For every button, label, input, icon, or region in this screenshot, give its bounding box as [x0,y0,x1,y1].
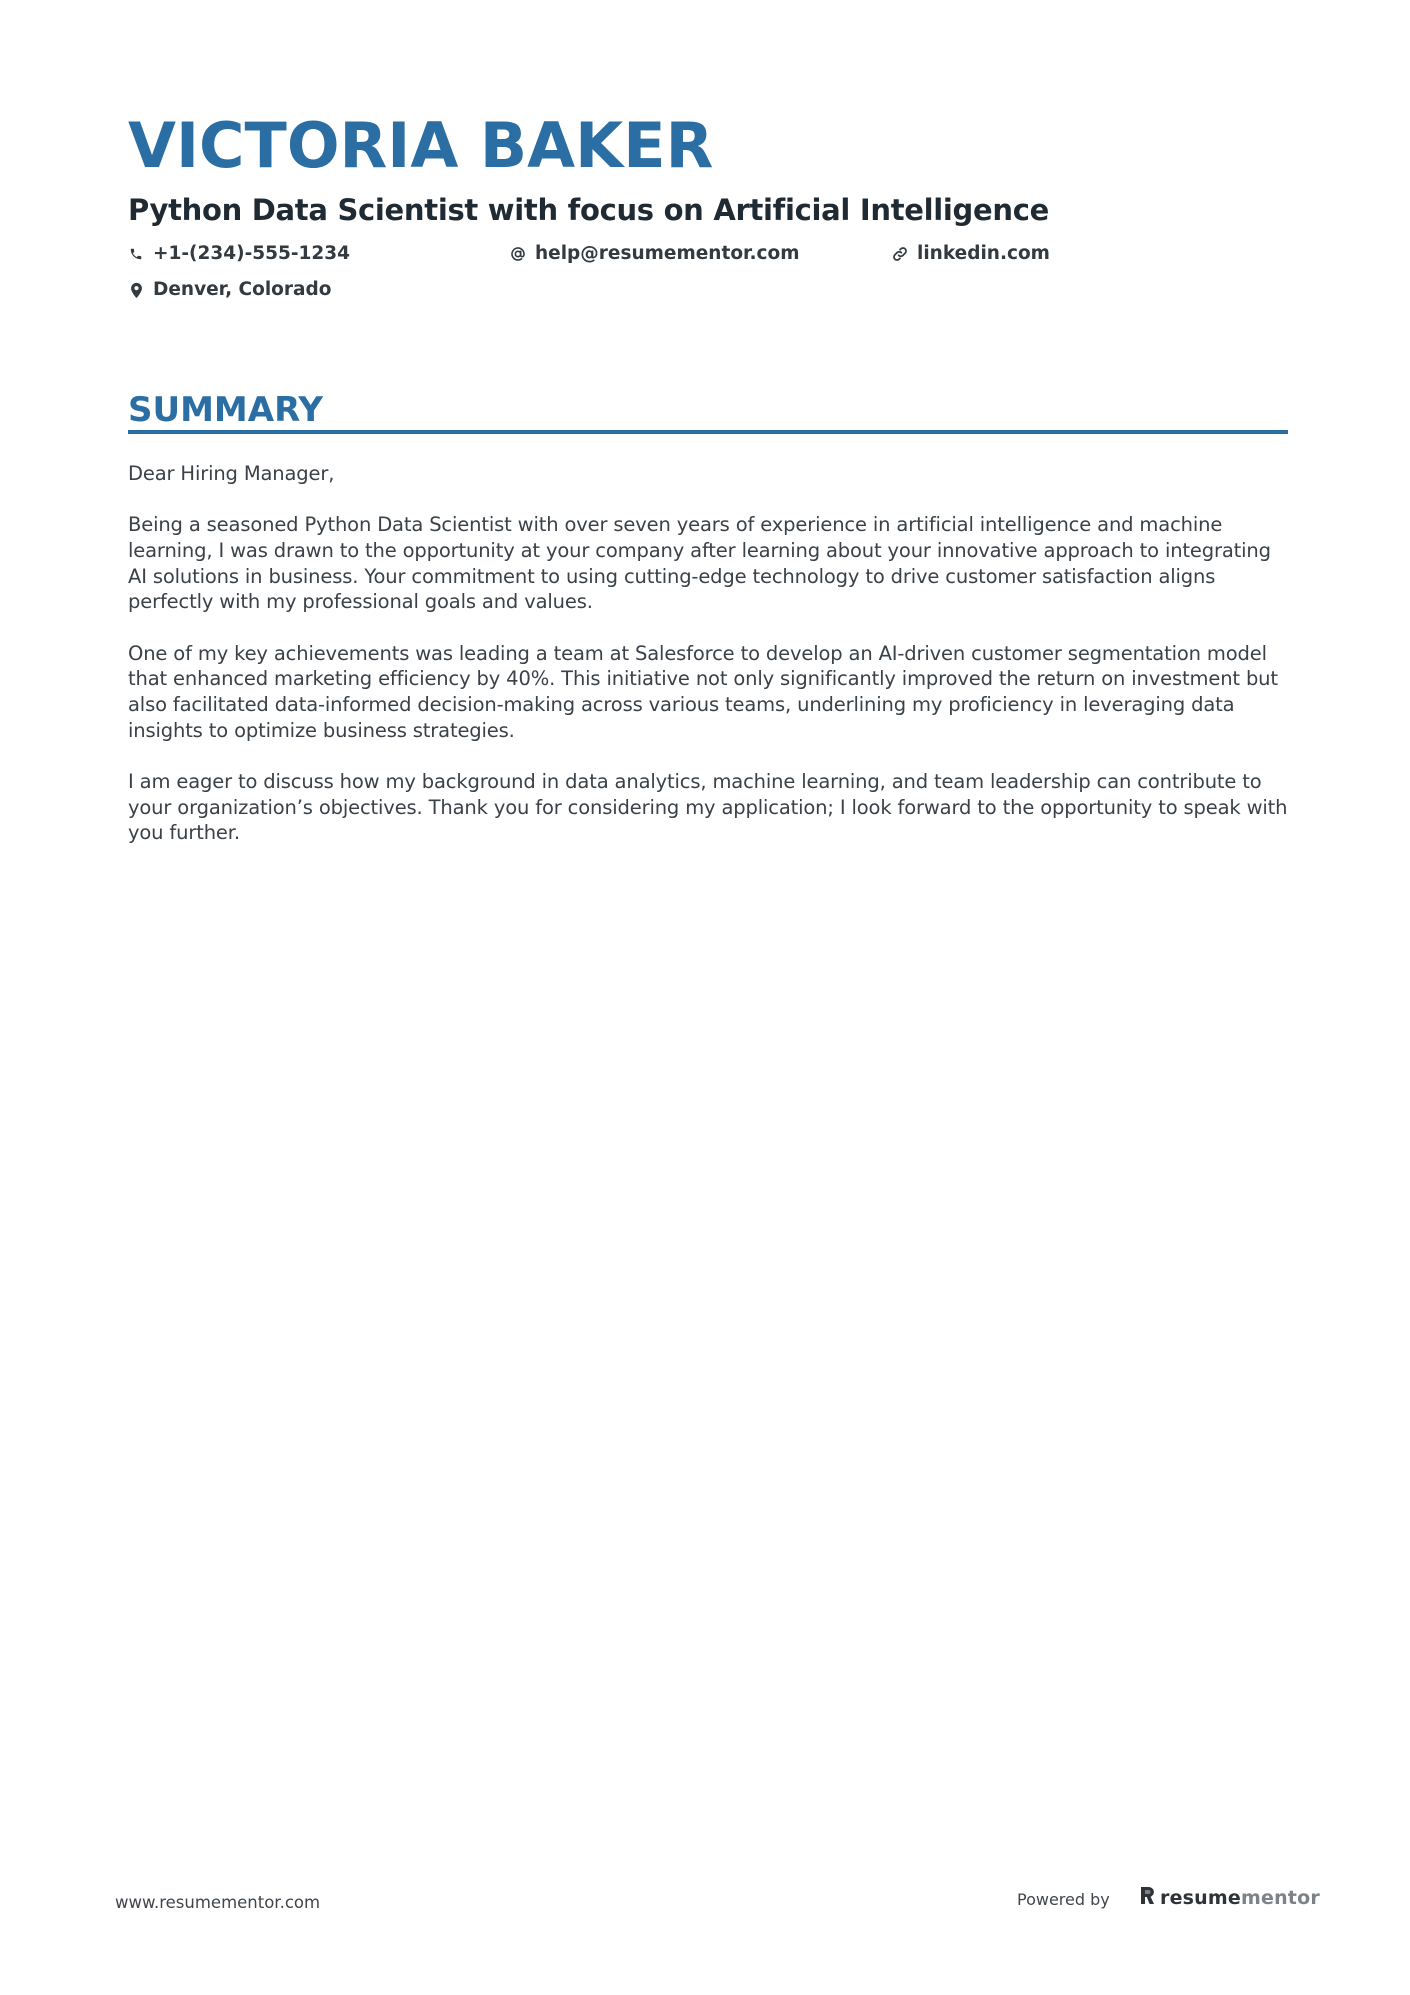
summary-heading: SUMMARY [128,390,324,430]
contact-email[interactable] [510,242,800,266]
location-text: Denver, Colorado [153,279,332,300]
contact-phone [128,242,350,266]
resumementor-logo-icon [1140,1886,1155,1910]
section-divider [128,430,1288,434]
letter-paragraph: Being a seasoned Python Data Scientist with over seven years of experience in artificial intelligence and machine learning, I was drawn to the opportunity at your company after learning about your innovative approach to integrating AI solutions in business. Your commitment to using cutting-edge technology to drive customer satisfaction aligns perfectly with my professional goals and values. [128,513,1271,614]
map-pin-icon [128,281,144,299]
letter-paragraph: One of my key achievements was leading a team at Salesforce to develop an AI-driven customer segmentation model that enhanced marketing efficiency by 40%. This initiative not only significantly improved the return on investment but also facilitated data-informed decision-making across various teams, underlining my proficiency in leveraging data insights to optimize business strategies. [128,641,1278,742]
email-text[interactable]: help@resumementor.com [535,243,800,264]
brand-wordmark: resumementor [1160,1887,1320,1909]
brand-logo[interactable] [1140,1886,1320,1910]
website-text[interactable]: linkedin.com [917,243,1050,264]
powered-by-label: Powered by [1017,1890,1110,1909]
contact-website[interactable] [892,242,1050,266]
salutation: Dear Hiring Manager, [128,462,335,485]
at-icon [510,245,526,263]
candidate-headline: Python Data Scientist with focus on Artificial Intelligence [128,193,1049,227]
link-icon [892,245,908,263]
phone-icon [128,245,144,263]
phone-text: +1-(234)-555-1234 [153,243,351,264]
letter-paragraph: I am eager to discuss how my background in data analytics, machine learning, and team leadership can contribute to your organization’s objectives. Thank you for considering my application; I look forward to the opportunity to speak with you further. [128,769,1288,845]
contact-location [128,278,331,302]
candidate-name: VICTORIA BAKER [128,109,714,182]
cover-letter-body [128,461,1288,871]
footer-website-link[interactable]: www.resumementor.com [115,1893,321,1912]
